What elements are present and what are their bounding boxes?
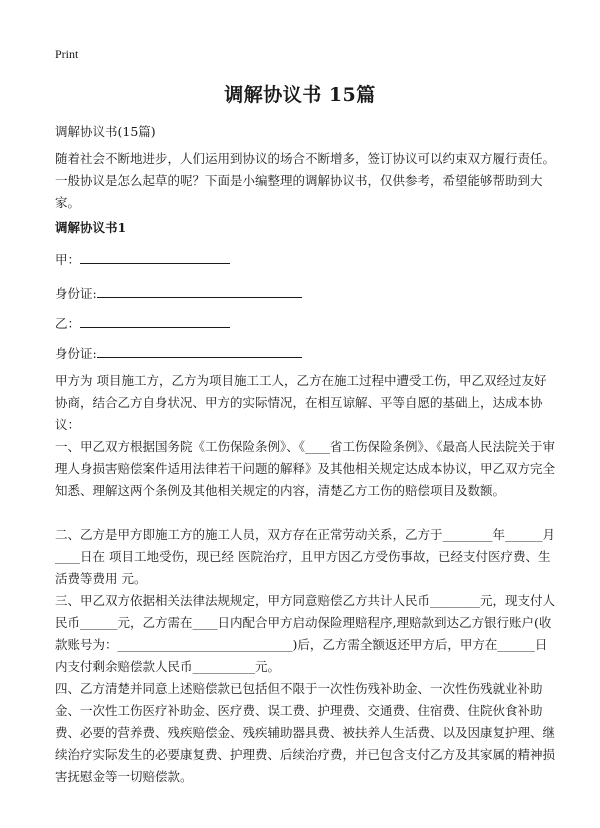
- section-heading: 调解协议书1: [55, 220, 127, 235]
- id-card-b-field: [55, 344, 302, 362]
- id-card-a-field: [55, 284, 302, 302]
- page-title: 调解协议书 15篇: [224, 84, 376, 106]
- print-link[interactable]: Print: [55, 47, 79, 61]
- party-b-field: [55, 314, 230, 332]
- clause-1-paragraph: 一、甲乙双方根据国务院《工伤保险条例》、《____省工伤保险条例》、《最高人民法院关于审理人身损害赔偿案件适用法律若干问题的解释》及其他相关规定达成本协议，甲乙双方完全知悉、理解这两个条例及其他相关规定的内容，清楚乙方工伤的赔偿项目及数额。: [55, 439, 556, 498]
- clause-4-paragraph: 四、乙方清楚并同意上述赔偿款已包括但不限于一次性伤残补助金、一次性伤残就业补助金、一次性工伤医疗补助金、医疗费、误工费、护理费、交通费、住宿费、住院伙食补助费、必要的营养费、残疾赔偿金、残疾辅助器具费、被扶养人生活费、以及因康复护理、继续治疗实际发生的必要康复费、护理费、后续治疗费，并已包含支付乙方及其家属的精神损害抚慰金等一切赔偿款。: [55, 681, 556, 784]
- party-b-label: 乙：: [55, 316, 81, 331]
- id-card-b-line: [97, 344, 302, 358]
- party-a-field: [55, 250, 230, 268]
- party-b-line: [80, 314, 230, 328]
- document-subtitle: 调解协议书(15篇): [55, 124, 156, 139]
- party-a-label: 甲：: [55, 252, 81, 267]
- intro-paragraph: 随着社会不断地进步，人们运用到协议的场合不断增多，签订协议可以约束双方履行责任。一般协议是怎么起草的呢？下面是小编整理的调解协议书，仅供参考，希望能够帮助到大家。: [55, 151, 556, 210]
- agreement-paragraph-intro: 甲方为 项目施工方，乙方为项目施工工人，乙方在施工过程中遭受工伤，甲乙双经过友好协商，结合乙方自身状况、甲方的实际情况，在相互谅解、平等自愿的基础上，达成本协议：: [55, 373, 547, 432]
- party-a-line: [80, 250, 230, 264]
- id-card-b-label: 身份证:: [55, 346, 97, 361]
- clause-2-paragraph: 二、乙方是甲方即施工方的施工人员，双方存在正常劳动关系，乙方于________年______月____日在 项目工地受伤，现已经 医院治疗，且甲方因乙方受伤事故，已经支付医疗费、生活费等费用 元。: [55, 527, 556, 586]
- id-card-a-label: 身份证:: [55, 286, 97, 301]
- clause-3-paragraph: 三、甲乙双方依据相关法律法规规定，甲方同意赔偿乙方共计人民币________元，现支付人民币______元，乙方需在____日内配合甲方启动保险理赔程序,理赔款到达乙方银行账户(收款账号为：____________________________)后，乙方需全额返还甲方后，甲方在______日内支付剩余赔偿款人民币__________元。: [55, 593, 556, 674]
- id-card-a-line: [97, 284, 302, 298]
